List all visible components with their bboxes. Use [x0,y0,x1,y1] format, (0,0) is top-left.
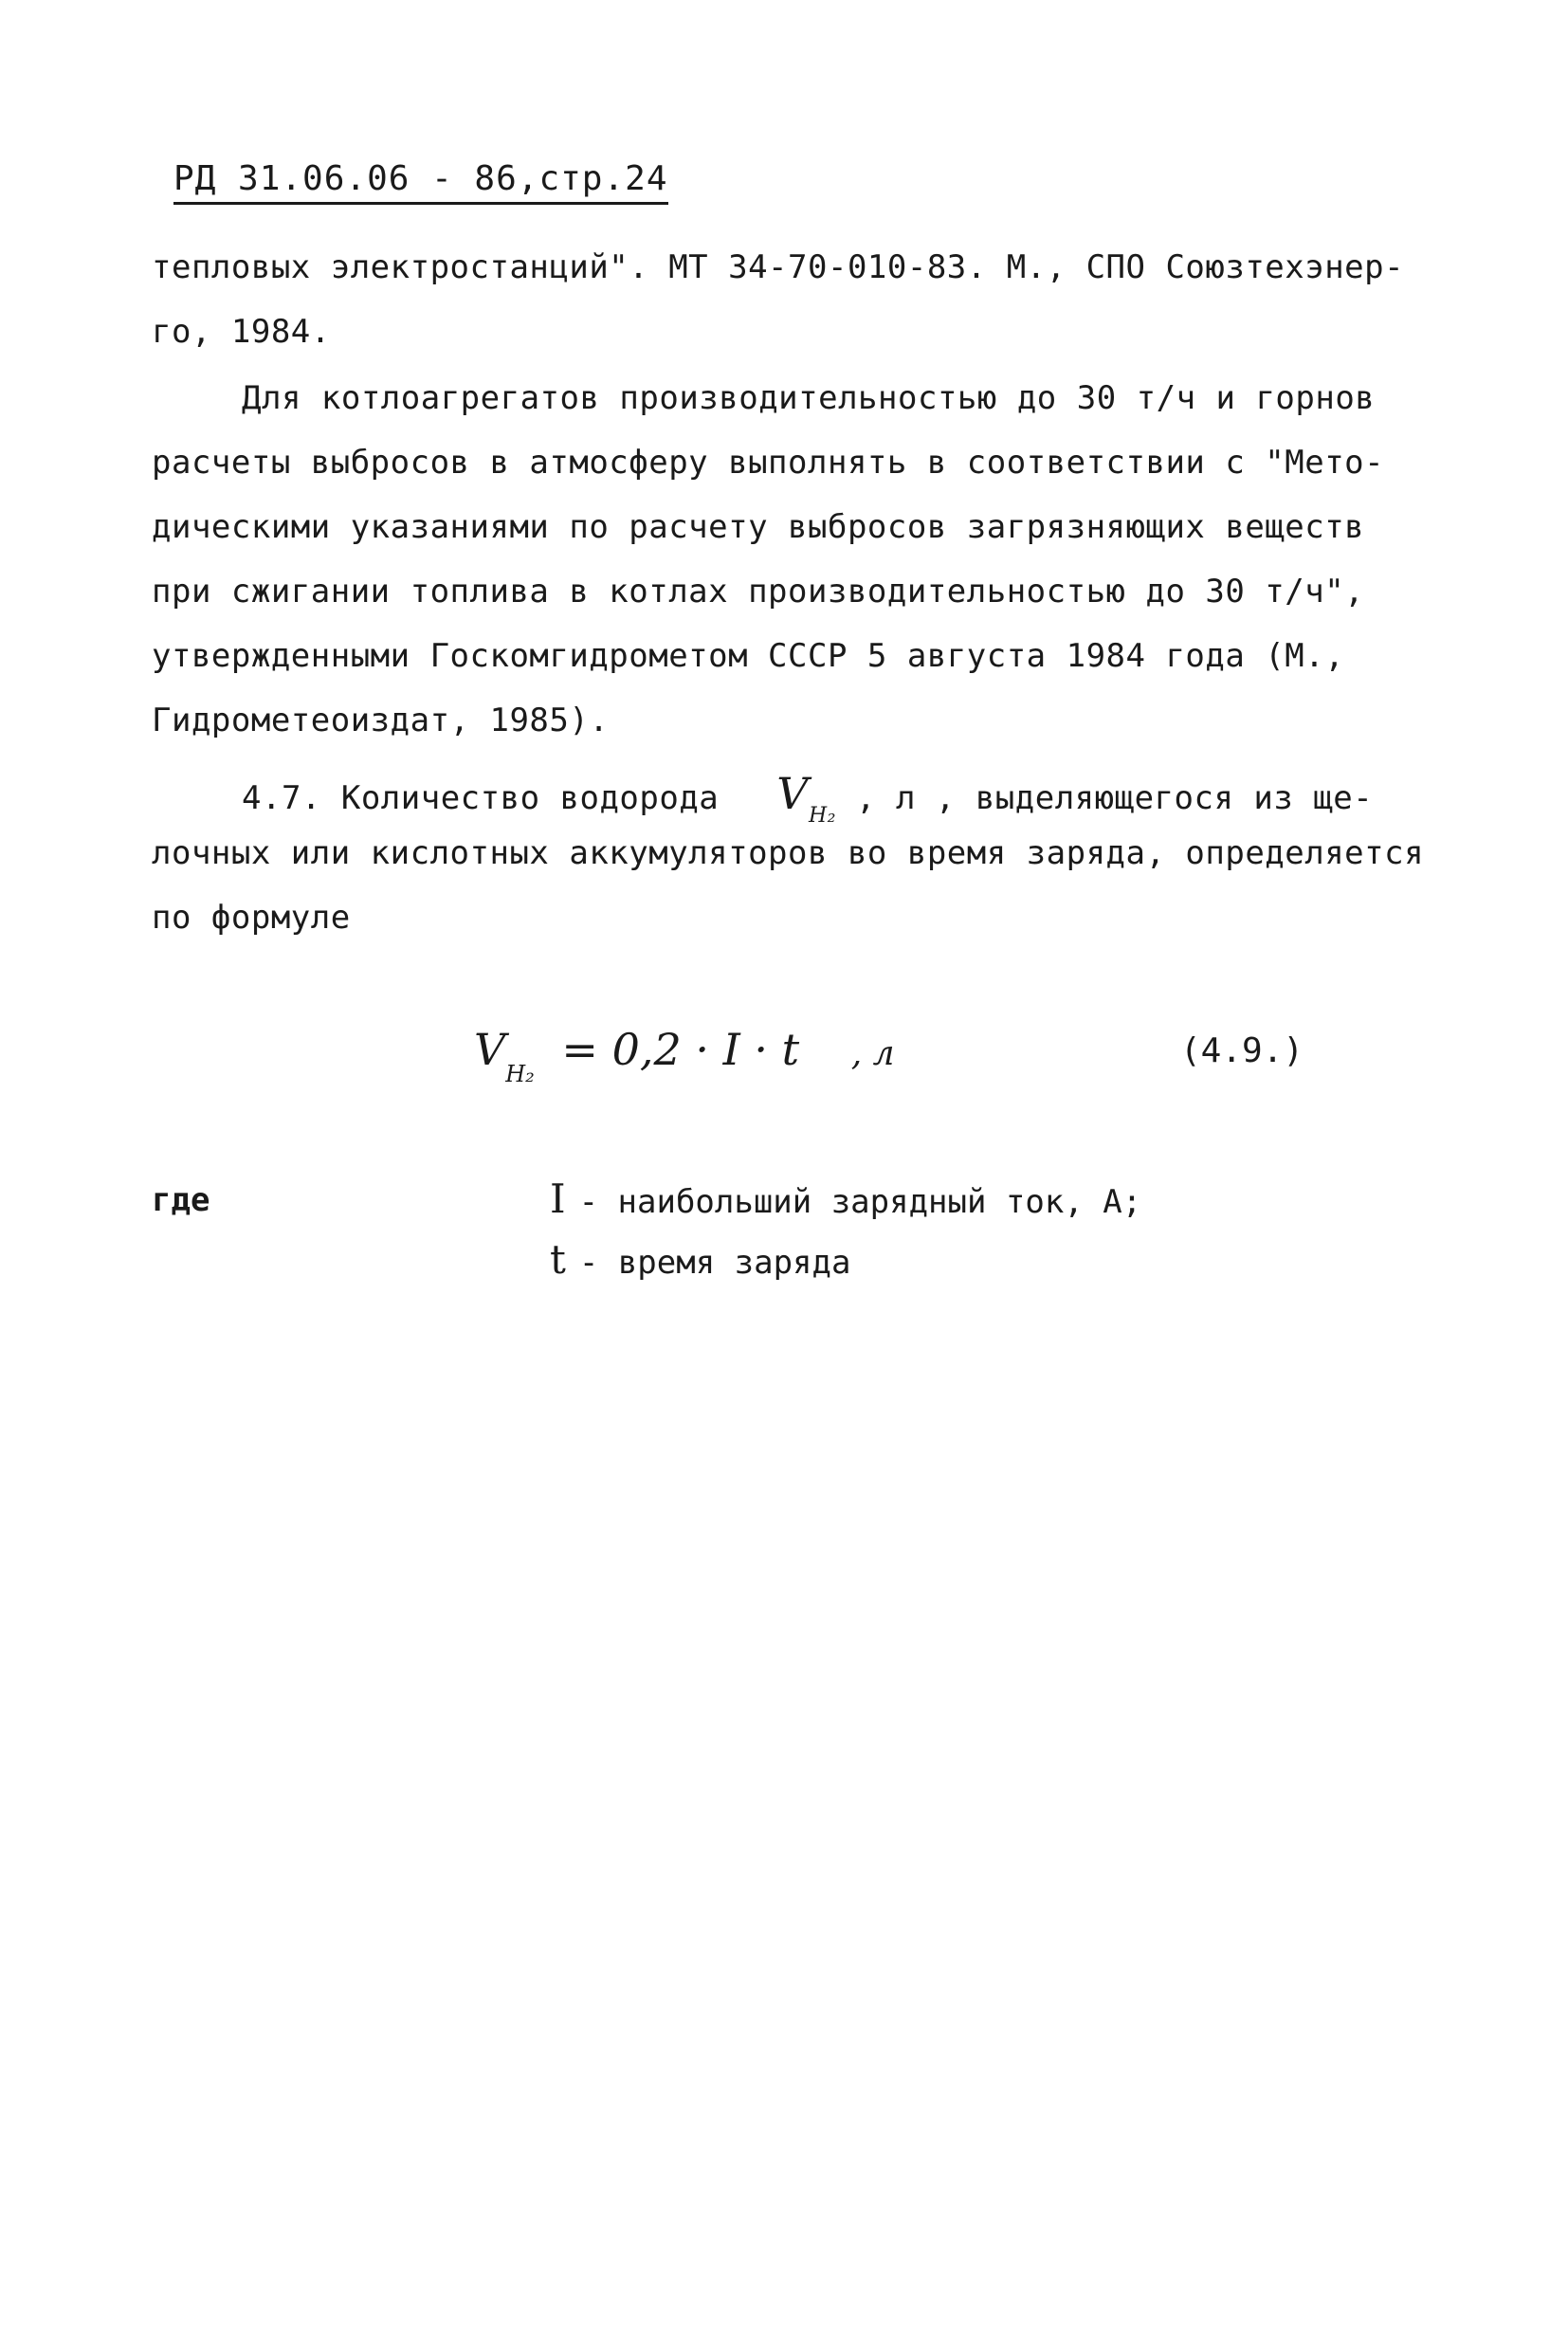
definition-symbol-time: t [550,1236,566,1283]
definition-current [550,1176,1141,1222]
paragraph3-line1-end: , л , выделяющегося из ще- [856,779,1374,817]
hydrogen-subscript: H₂ [809,804,837,828]
document-reference-header: РД 31.06.06 - 86,стр.24 [173,159,668,205]
formula-rhs: = 0,2 · I · t [561,1024,800,1075]
paragraph1-line2: го, 1984. [152,313,331,351]
paragraph1-line1: тепловых электростанций". МТ 34-70-010-83. М., СПО Союзтехэнер- [152,248,1405,286]
definition-time [550,1236,850,1283]
paragraph3-line1-start: 4.7. Количество водорода [242,779,720,817]
formula-4-9 [474,1024,895,1087]
formula-lhs: V [474,1024,506,1075]
hydrogen-volume-letter: V [776,768,809,819]
formula-lhs-subscript: H₂ [505,1061,535,1087]
definition-text-time: - время заряда [578,1244,851,1282]
definition-text-current: - наибольший зарядный ток, А; [578,1183,1142,1221]
paragraph3-line1 [242,768,1374,828]
paragraph2-line6: Гидрометеоиздат, 1985). [152,702,610,739]
paragraph3-line3: по формуле [152,899,351,937]
formula-unit: , л [850,1034,895,1073]
paragraph2-line1: Для котлоагрегатов производительностью до 30 т/ч и горнов [242,379,1376,417]
where-label: где [152,1181,210,1219]
paragraph2-line4: при сжигании топлива в котлах производительностью до 30 т/ч", [152,573,1365,611]
paragraph3-line2: лочных или кислотных аккумуляторов во время заряда, определяется [152,834,1425,872]
paragraph2-line5: утвержденными Госкомгидрометом СССР 5 августа 1984 года (М., [152,637,1345,675]
paragraph2-line3: дическими указаниями по расчету выбросов загрязняющих веществ [152,508,1365,546]
paragraph2-line2: расчеты выбросов в атмосферу выполнять в соответствии с "Мето- [152,444,1385,482]
definition-symbol-current: I [550,1176,566,1222]
formula-number: (4.9.) [1180,1031,1304,1070]
hydrogen-volume-symbol [776,768,837,828]
